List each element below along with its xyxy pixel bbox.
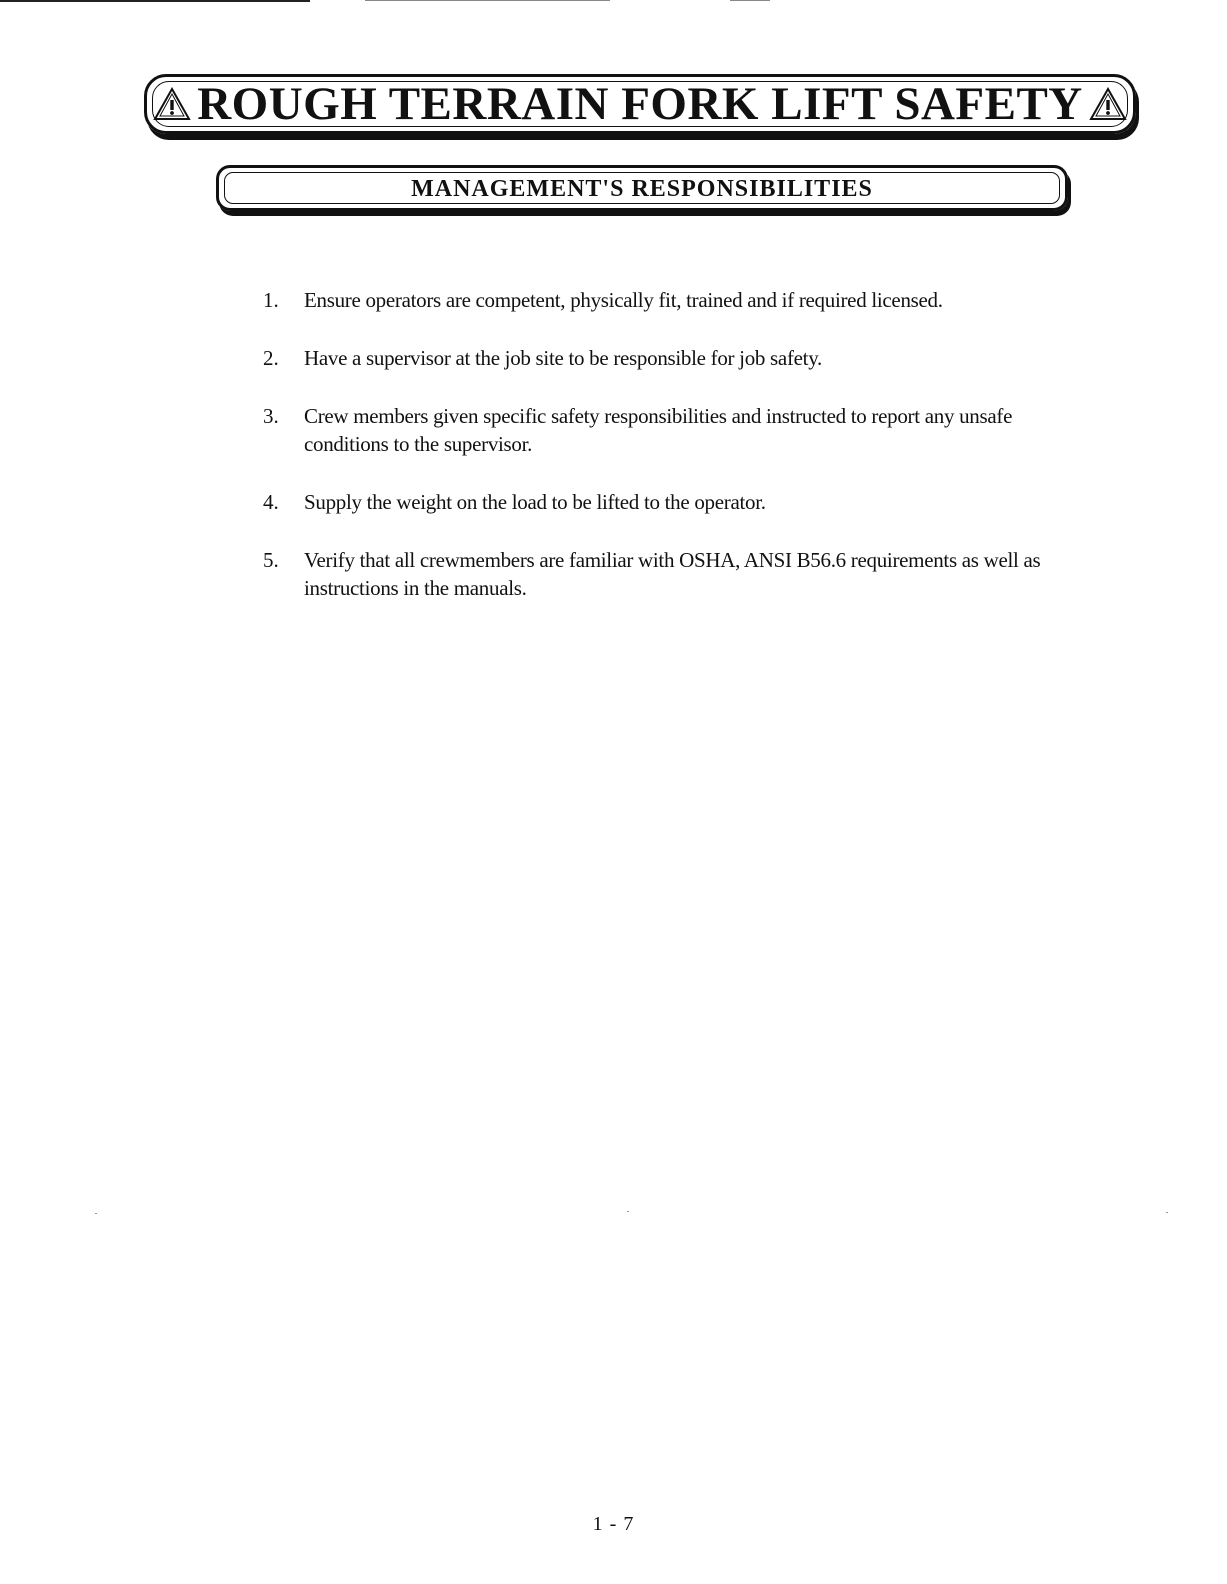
top-edge-rule [0, 0, 310, 2]
item-number: 3. [263, 404, 279, 428]
top-edge-rule [730, 0, 770, 1]
item-text: Supply the weight on the load to be lifted to the operator. [304, 490, 766, 514]
item-number: 2. [263, 346, 279, 370]
section-title: MANAGEMENT'S RESPONSIBILITIES [411, 176, 873, 202]
item-number: 1. [263, 288, 279, 312]
page-title: ROUGH TERRAIN FORK LIFT SAFETY [197, 77, 1083, 130]
scan-speck [627, 1211, 629, 1212]
warning-triangle-icon [153, 87, 191, 121]
list-item [263, 286, 1063, 314]
page-number: 1 - 7 [592, 1513, 635, 1535]
responsibilities-list [263, 286, 1063, 632]
item-number: 4. [263, 490, 279, 514]
warning-triangle-icon [1089, 87, 1127, 121]
section-banner [216, 165, 1068, 211]
list-item [263, 546, 1063, 602]
title-content [153, 77, 1127, 130]
list-item [263, 488, 1063, 516]
item-text: Verify that all crewmembers are familiar with OSHA, ANSI B56.6 requirements as well as instructions in the manuals. [304, 548, 1041, 600]
title-banner [144, 74, 1136, 134]
item-text: Have a supervisor at the job site to be responsible for job safety. [304, 346, 822, 370]
list-item [263, 402, 1063, 458]
scan-speck [95, 1213, 97, 1214]
item-text: Crew members given specific safety responsibilities and instructed to report any unsafe conditions to the supervisor. [304, 404, 1013, 456]
scan-speck [1166, 1212, 1168, 1213]
top-edge-rule [365, 0, 610, 1]
list-item [263, 344, 1063, 372]
item-text: Ensure operators are competent, physically fit, trained and if required licensed. [304, 288, 943, 312]
item-number: 5. [263, 548, 279, 572]
